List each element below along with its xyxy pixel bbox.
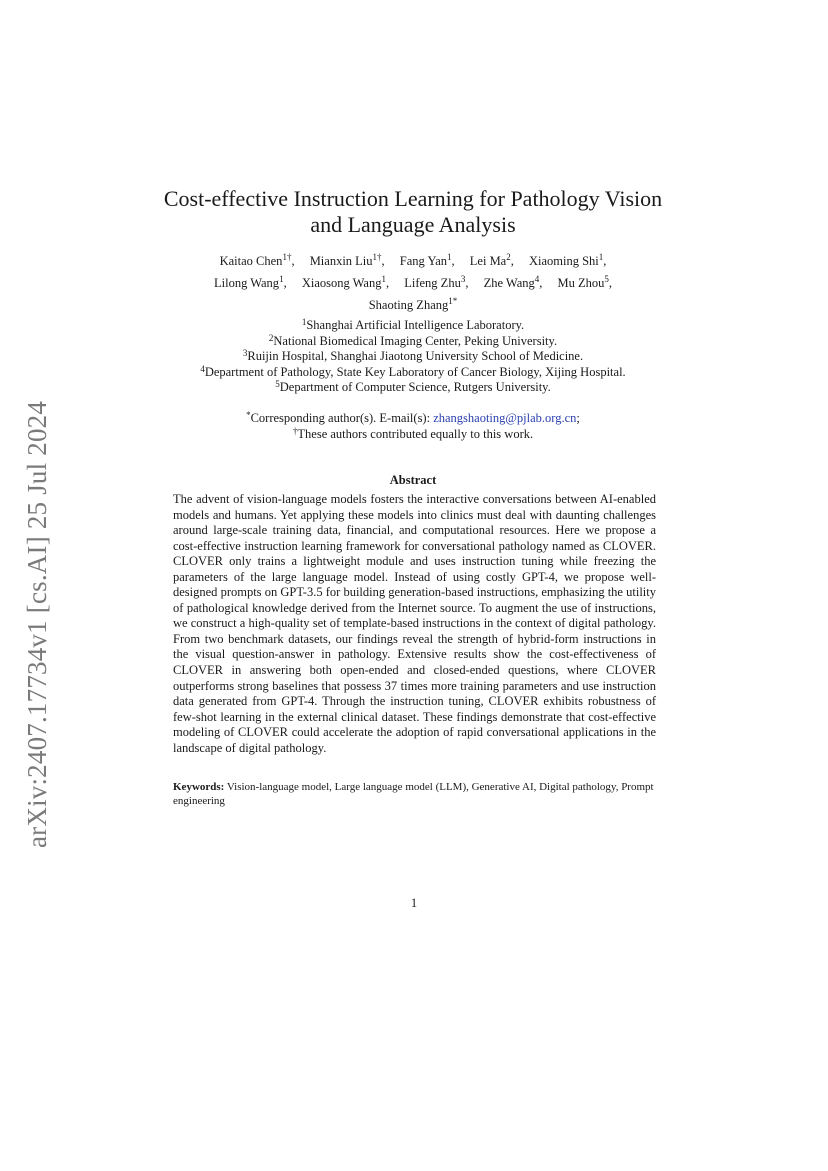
corresponding-author-note: *Corresponding author(s). E-mail(s): zhangshaoting@pjlab.org.cn; [246,410,580,425]
abstract-heading: Abstract [389,473,437,487]
keywords-label: Keywords: [173,781,225,793]
affiliation: $^3$Ruijin Hospital, Shanghai Jiaotong University School of Medicine. [242,348,584,364]
author: Lei Ma$^2$, [469,252,514,268]
abstract-body: The advent of vision-language models fosters the interactive conversations between AI-enabled models and humans. Yet applying these models into clinics must deal with daunting challenges around large-scale training data, financial, and computational resources. Here we propose a cost-effective instruction learning framework for conversational pathology named as CLOVER. CLOVER only trains a lightweight module and uses instruction tuning while freezing the parameters of the large language model. Instead of using costly GPT-4, we propose well-designed prompts on GPT-3.5 for building generation-based instructions, emphasizing the utility of pathological knowledge derived from the Internet source. To augment the use of instructions, we construct a high-quality set of template-based instructions in the context of digital pathology. From two benchmark datasets, our findings reveal the strength of hybrid-form instructions in the visual question-answer in pathology. Extensive results show the cost-effectiveness of CLOVER in answering both open-ended and closed-ended questions, where CLOVER outperforms strong baselines that possess 37 times more training parameters and use instruction data generated from GPT-4. Through the instruction tuning, CLOVER exhibits robustness of few-shot learning in the external clinical dataset. These findings demonstrate that cost-effective modeling of CLOVER could accelerate the adoption of rapid conversational applications in the landscape of digital pathology. [173,492,656,755]
affiliation: $^2$National Biomedical Imaging Center, Peking University. [268,332,558,348]
author: Xiaosong Wang$^1$, [301,274,390,290]
arxiv-stamp: arXiv:2407.17734v1 [cs.AI] 25 Jul 2024 [22,400,52,848]
author: Lilong Wang$^1$, [213,274,287,290]
affiliation: $^4$Department of Pathology, State Key Laboratory of Cancer Biology, Xijing Hospital. [200,363,626,379]
author: Kaitao Chen$^{1\dagger}$, [219,252,295,268]
affiliation-list [130,318,696,396]
keywords-text: Vision-language model, Large language model (LLM), Generative AI, Digital pathology, Prompt engineering [173,781,654,807]
author: Mu Zhou$^5$, [557,274,613,290]
affiliation: $^5$Department of Computer Science, Rutgers University. [275,379,551,395]
paper-title: Cost-effective Instruction Learning for Pathology Vision and Language Analysis [163,186,663,237]
email-link[interactable]: zhangshaoting@pjlab.org.cn [433,411,577,425]
equal-contribution-note: †These authors contributed equally to this work. [292,425,534,441]
author: Mianxin Liu$^{1\dagger}$, [309,252,385,268]
affiliation: $^1$Shanghai Artificial Intelligence Laboratory. [301,317,525,332]
author: Fang Yan$^1$, [399,252,455,268]
page-number: 1 [410,896,418,910]
author: Xiaoming Shi$^1$, [528,252,607,268]
author-corresponding: Shaoting Zhang$^{1*}$ [368,296,458,312]
author-list [150,250,676,316]
keywords [173,780,656,808]
author: Zhe Wang$^4$, [483,274,543,290]
author: Lifeng Zhu$^3$, [404,274,469,290]
author-notes [130,411,696,442]
